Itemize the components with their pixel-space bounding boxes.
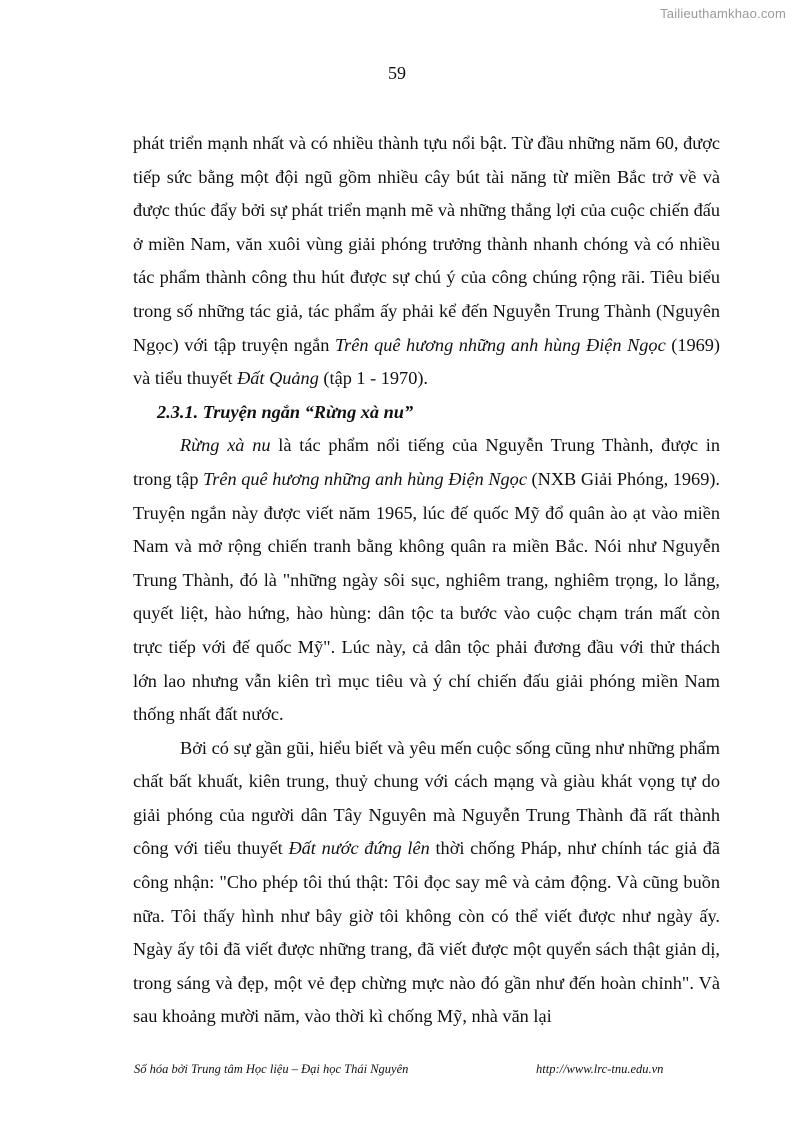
page-number: 59 <box>388 63 406 83</box>
book-title: Trên quê hương những anh hùng Điện Ngọc <box>203 468 527 489</box>
book-title: Đất Quảng <box>237 368 319 389</box>
paragraph-text: là tác phẩm nổi tiếng của Nguyễn Trung Thành, được in trong tập <box>133 435 720 489</box>
paragraph-text: phát triển mạnh nhất và có nhiều thành tựu nổi bật. Từ đầu những năm 60, được tiếp sức bằng một đội ngũ gồm nhiều cây bút tài năng từ miền Bắc trở về và được thúc đẩy bởi sự phát triển mạnh mẽ và những thắng lợi của cuộc chiến đấu ở miền Nam, văn xuôi vùng giải phóng trưởng thành nhanh chóng và có nhiều tác phẩm thành công thu hút được sự chú ý của công chúng rộng rãi. Tiêu biểu trong số những tác giả, tác phẩm ấy phải kể đến Nguyễn Trung Thành (Nguyên Ngọc) với tập truyện ngắn <box>133 133 720 355</box>
footer-source: Số hóa bởi Trung tâm Học liệu – Đại học Thái Nguyên <box>134 1062 409 1076</box>
paragraph-continuation <box>133 127 720 396</box>
watermark: Tailieuthamkhao.com <box>660 6 786 21</box>
paragraph-text: Bởi có sự gần gũi, hiểu biết và yêu mến cuộc sống cũng như những phẩm chất bất khuất, kiên trung, thuỷ chung với cách mạng và giàu khát vọng tự do giải phóng của người dân Tây Nguyên mà Nguyễn Trung Thành đã rất thành công với tiểu thuyết <box>133 737 720 859</box>
page-footer <box>134 1062 694 1077</box>
paragraph-text: (tập 1 - 1970). <box>318 368 428 389</box>
book-title: Rừng xà nu <box>180 435 271 456</box>
paragraph-text: (1969) và tiểu thuyết <box>133 334 721 389</box>
section-heading: 2.3.1. Truyện ngắn “Rừng xà nu” <box>157 401 414 422</box>
paragraph-text: thời chống Pháp, như chính tác giả đã công nhận: "Cho phép tôi thú thật: Tôi đọc say mê và cảm động. Và cũng buồn nữa. Tôi thấy hình như bây giờ tôi không còn có thể viết được như ngày ấy. Ngày ấy tôi đã viết được những trang, đã viết được một quyển sách thật giản dị, trong sáng và đẹp, một vẻ đẹp chừng mực nào đó gần như đến hoàn chỉnh". Và sau khoảng mười năm, vào thời kì chống Mỹ, nhà văn lại <box>133 838 721 1027</box>
paragraph-text: (NXB Giải Phóng, 1969). Truyện ngắn này được viết năm 1965, lúc đế quốc Mỹ đổ quân ào ạt vào miền Nam và mở rộng chiến tranh bằng không quân ra miền Bắc. Nói như Nguyễn Trung Thành, đó là "những ngày sôi sục, nghiêm trang, nghiêm trọng, lo lắng, quyết liệt, hào hứng, hào hùng: dân tộc ta bước vào cuộc chạm trán mất còn trực tiếp với đế quốc Mỹ". Lúc này, cả dân tộc phải đương đầu với thử thách lớn lao nhưng vẫn kiên trì mục tiêu và ý chí chiến đấu giải phóng miền Nam thống nhất đất nước. <box>133 468 720 725</box>
footer-url: http://www.lrc-tnu.edu.vn <box>536 1062 664 1076</box>
paragraph <box>133 732 720 1034</box>
book-title: Đất nước đứng lên <box>288 838 430 859</box>
book-title: Trên quê hương những anh hùng Điện Ngọc <box>335 334 666 355</box>
paragraph <box>133 429 720 731</box>
document-body <box>133 127 720 1034</box>
